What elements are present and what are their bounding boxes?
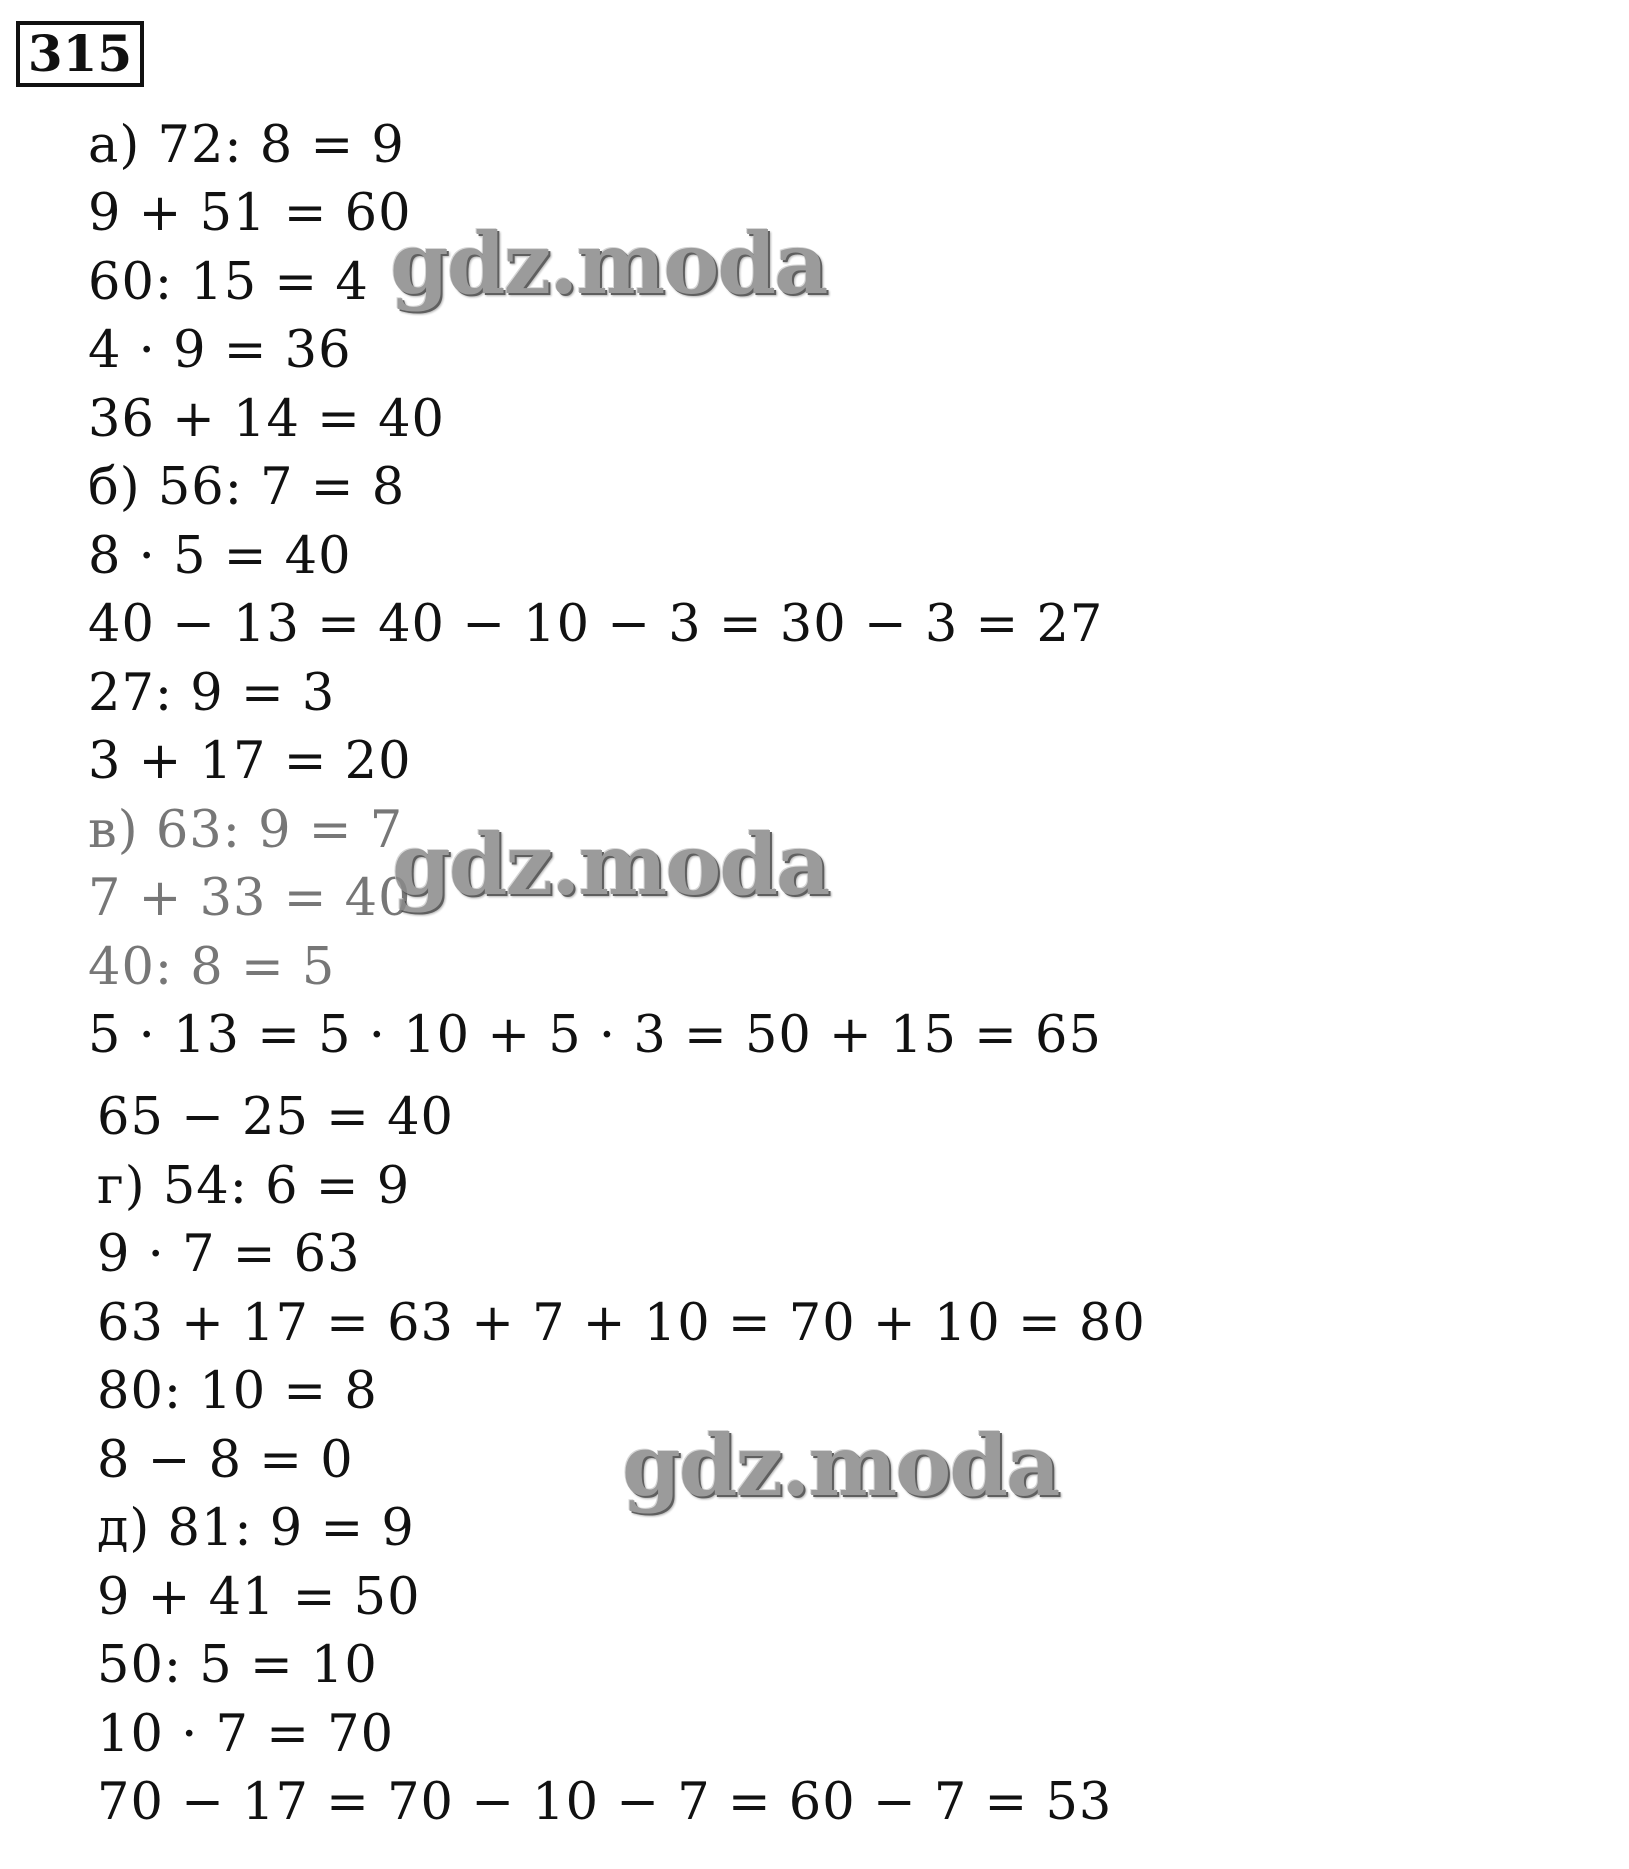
watermark: gdz.moda: [390, 214, 827, 313]
equation-line: в) 63: 9 = 7: [88, 801, 404, 860]
equation-line: а) 72: 8 = 9: [88, 116, 405, 175]
equation-line: 60: 15 = 4: [88, 253, 369, 312]
equation-line: 40: 8 = 5: [88, 938, 336, 997]
equation-line: 9 + 51 = 60: [88, 184, 412, 243]
equation-line: 8 − 8 = 0: [97, 1431, 354, 1490]
equation-line: 27: 9 = 3: [88, 664, 336, 723]
equation-line: 70 − 17 = 70 − 10 − 7 = 60 − 7 = 53: [97, 1773, 1113, 1832]
watermark: gdz.moda: [392, 815, 829, 914]
equation-line: 7 + 33 = 40: [88, 869, 412, 928]
equation-line: 4 · 9 = 36: [88, 321, 352, 380]
equation-line: 50: 5 = 10: [97, 1636, 378, 1695]
equation-line: 8 · 5 = 40: [88, 527, 352, 586]
equation-line: 5 · 13 = 5 · 10 + 5 · 3 = 50 + 15 = 65: [88, 1006, 1102, 1065]
equation-line: 80: 10 = 8: [97, 1362, 378, 1421]
equation-line: д) 81: 9 = 9: [97, 1499, 415, 1558]
equation-line: 3 + 17 = 20: [88, 732, 412, 791]
equation-line: 9 · 7 = 63: [97, 1225, 361, 1284]
equation-line: г) 54: 6 = 9: [97, 1157, 411, 1216]
equation-line: 65 − 25 = 40: [97, 1088, 454, 1147]
problem-number: 315: [27, 24, 133, 83]
watermark: gdz.moda: [622, 1416, 1059, 1515]
equation-line: 40 − 13 = 40 − 10 − 3 = 30 − 3 = 27: [88, 595, 1104, 654]
equation-line: б) 56: 7 = 8: [88, 458, 406, 517]
equation-line: 36 + 14 = 40: [88, 390, 445, 449]
equation-line: 63 + 17 = 63 + 7 + 10 = 70 + 10 = 80: [97, 1294, 1146, 1353]
equation-line: 10 · 7 = 70: [97, 1705, 395, 1764]
equation-line: 9 + 41 = 50: [97, 1568, 421, 1627]
